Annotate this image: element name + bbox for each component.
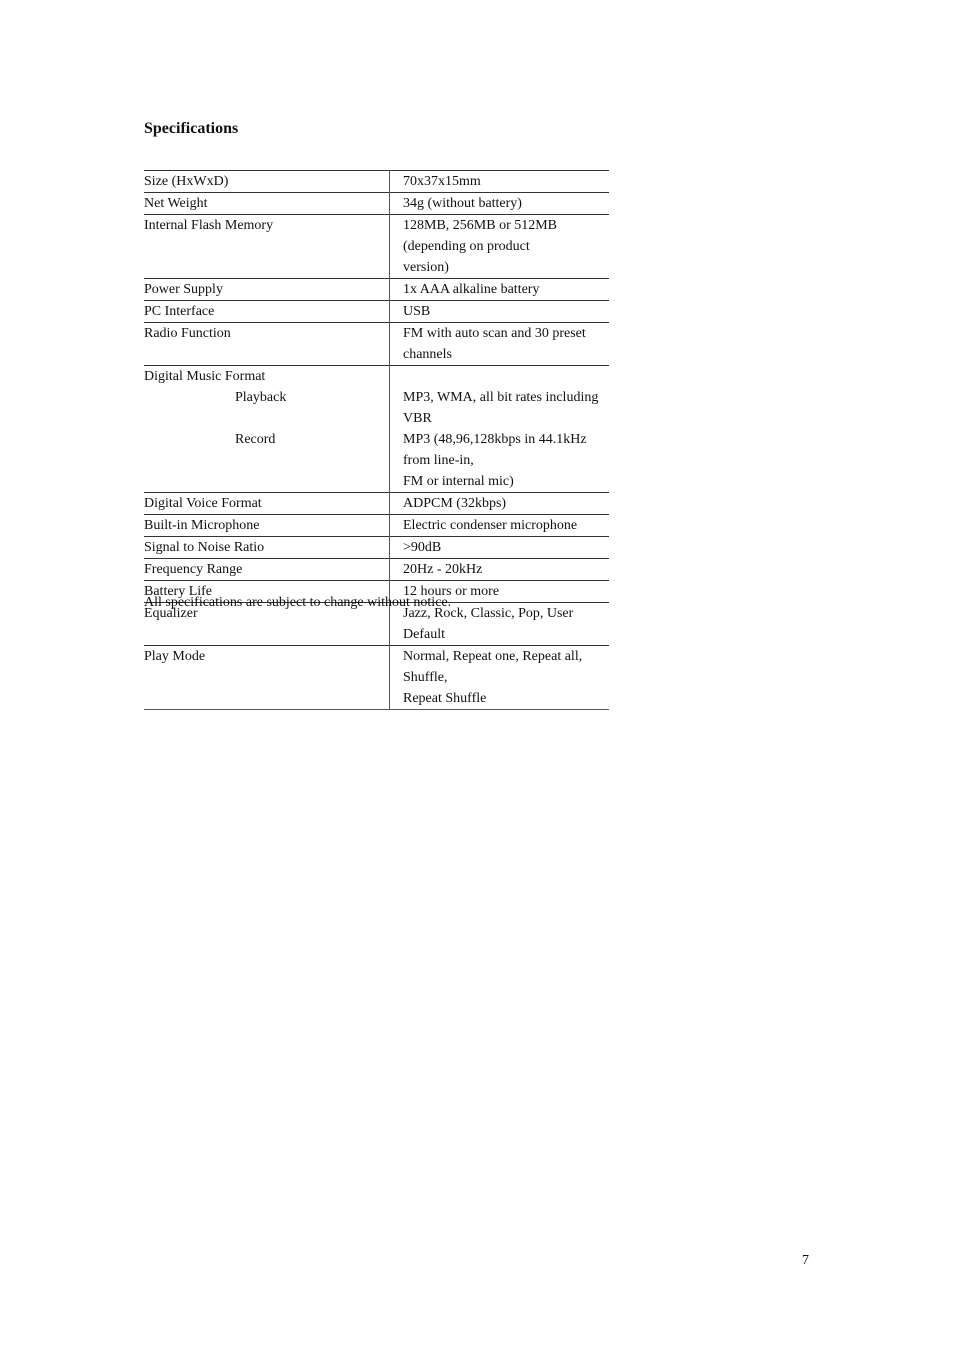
- table-row: [144, 429, 609, 493]
- spec-value: 20Hz - 20kHz: [390, 559, 610, 581]
- spec-label: Equalizer: [144, 603, 390, 646]
- table-row: [144, 171, 609, 193]
- spec-value-line: FM or internal mic): [403, 474, 514, 489]
- footnote: All specifications are subject to change without notice.: [144, 595, 452, 610]
- table-row: [144, 537, 609, 559]
- spec-label: Digital Music Format: [144, 366, 390, 388]
- spec-label: Play Mode: [144, 646, 390, 710]
- spec-value: [390, 215, 610, 279]
- spec-value: ADPCM (32kbps): [390, 493, 610, 515]
- spec-value-line: Normal, Repeat one, Repeat all, Shuffle,: [403, 649, 583, 685]
- spec-label: Power Supply: [144, 279, 390, 301]
- spec-sublabel: Record: [144, 429, 390, 493]
- spec-value-line: Repeat Shuffle: [403, 691, 487, 706]
- spec-value-line: 128MB, 256MB or 512MB (depending on product: [403, 218, 558, 254]
- spec-value: MP3, WMA, all bit rates including VBR: [403, 390, 599, 426]
- table-row: [144, 301, 609, 323]
- table-row: [144, 193, 609, 215]
- spec-label: Net Weight: [144, 193, 390, 215]
- spec-value: 1x AAA alkaline battery: [390, 279, 610, 301]
- spec-label: PC Interface: [144, 301, 390, 323]
- page-title: Specifications: [144, 120, 239, 137]
- table-row: [144, 215, 609, 279]
- spec-label: Radio Function: [144, 323, 390, 366]
- spec-value: [390, 646, 610, 710]
- spec-sublabel: Playback: [144, 387, 390, 429]
- table-row: [144, 646, 609, 710]
- specifications-table: [144, 170, 609, 710]
- table-row: [144, 323, 609, 366]
- spec-label: Digital Voice Format: [144, 493, 390, 515]
- table-row: [144, 387, 609, 429]
- spec-label: Size (HxWxD): [144, 171, 390, 193]
- spec-value: 70x37x15mm: [390, 171, 610, 193]
- spec-value-empty: [390, 366, 610, 388]
- spec-label: Battery Life: [144, 581, 390, 603]
- table-row: [144, 493, 609, 515]
- spec-value: 34g (without battery): [390, 193, 610, 215]
- spec-label: Built-in Microphone: [144, 515, 390, 537]
- spec-label: Signal to Noise Ratio: [144, 537, 390, 559]
- spec-label: Internal Flash Memory: [144, 215, 390, 279]
- spec-value: FM with auto scan and 30 preset channels: [390, 323, 610, 366]
- table-row: [144, 515, 609, 537]
- spec-value: USB: [390, 301, 610, 323]
- spec-value-line: MP3 (48,96,128kbps in 44.1kHz from line-in,: [403, 432, 587, 468]
- table-row: [144, 366, 609, 388]
- page-number: 7: [802, 1253, 809, 1268]
- spec-value-line: version): [403, 260, 449, 275]
- table-row: [144, 279, 609, 301]
- spec-value: Jazz, Rock, Classic, Pop, User Default: [390, 603, 610, 646]
- spec-value: [390, 429, 610, 493]
- table-row: [144, 559, 609, 581]
- spec-value: >90dB: [390, 537, 610, 559]
- spec-label: Frequency Range: [144, 559, 390, 581]
- spec-value: Electric condenser microphone: [390, 515, 610, 537]
- spec-value: 12 hours or more: [390, 581, 610, 603]
